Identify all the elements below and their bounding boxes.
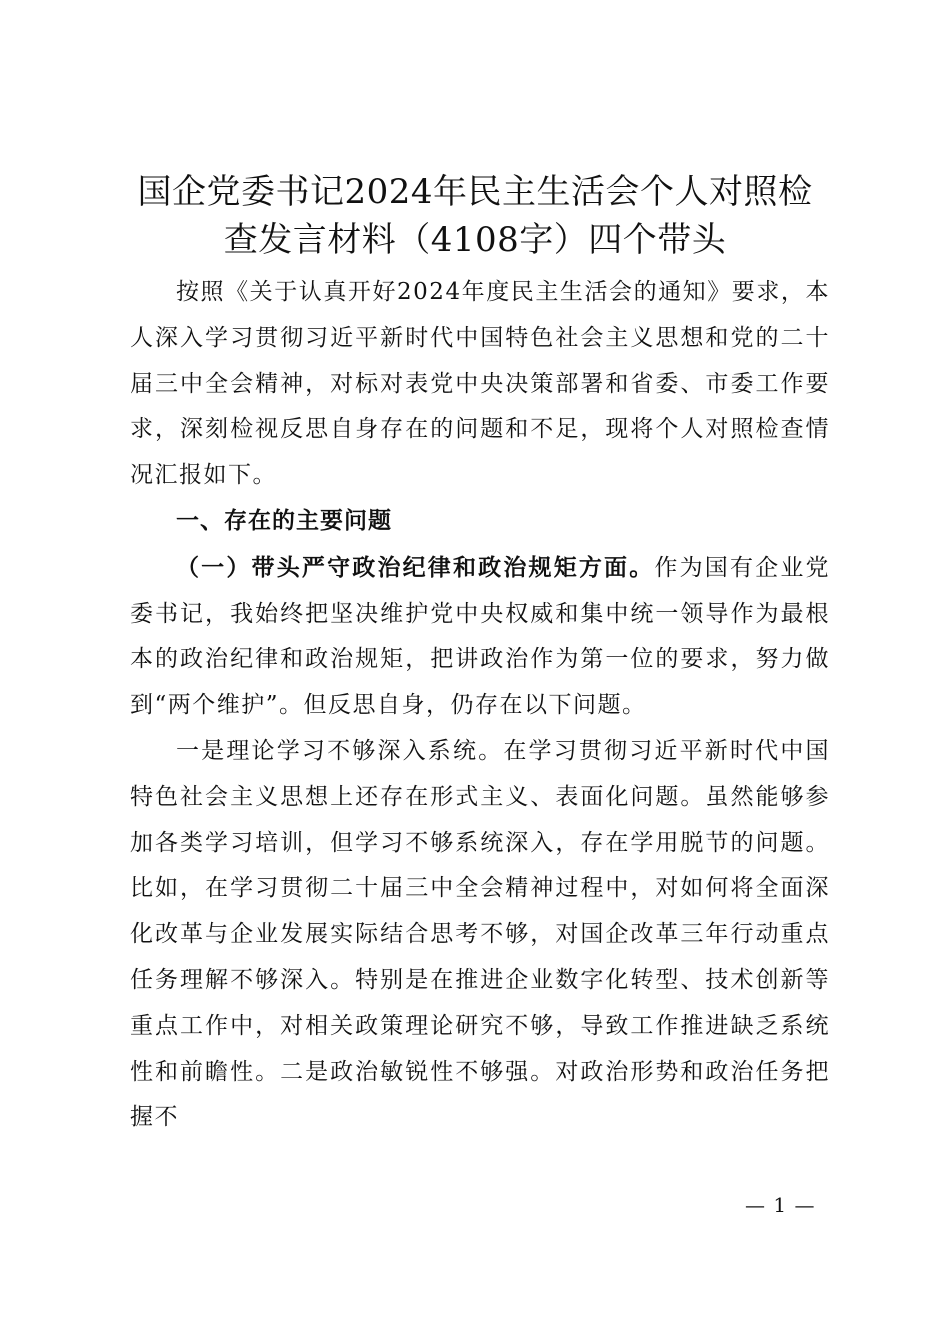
document-body: [130, 270, 830, 1141]
subsection-text: 作为国有企业党委书记，我始终把坚决维护党中央权威和集中统一领导作为最根本的政治纪律和政治规矩，把讲政治作为第一位的要求，努力做到“两个维护”。但反思自身，仍存在以下问题。: [130, 554, 831, 719]
title-line-2: 查发言材料（4108字）四个带头: [223, 220, 727, 260]
document-title: [120, 168, 830, 264]
theory-study-paragraph: 一是理论学习不够深入系统。在学习贯彻习近平新时代中国特色社会主义思想上还存在形式主义、表面化问题。虽然能够参加各类学习培训，但学习不够系统深入，存在学用脱节的问题。比如，在学习贯彻二十届三中全会精神过程中，对如何将全面深化改革与企业发展实际结合思考不够，对国企改革三年行动重点任务理解不够深入。特别是在推进企业数字化转型、技术创新等重点工作中，对相关政策理论研究不够，导致工作推进缺乏系统性和前瞻性。二是政治敏锐性不够强。对政治形势和政治任务把握不: [130, 737, 830, 1131]
page-number: — 1 —: [745, 1193, 816, 1217]
subsection-paragraph-political-discipline: [130, 545, 830, 729]
subsection-lead: （一）带头严守政治纪律和政治规矩方面。: [176, 553, 655, 581]
intro-paragraph: 按照《关于认真开好2024年度民主生活会的通知》要求，本人深入学习贯彻习近平新时代中国特色社会主义思想和党的二十届三中全会精神，对标对表党中央决策部署和省委、市委工作要求，深刻检视反思自身存在的问题和不足，现将个人对照检查情况汇报如下。: [130, 279, 830, 489]
title-line-1: 国企党委书记2024年民主生活会个人对照检: [137, 172, 813, 212]
section-heading-problems: 一、存在的主要问题: [176, 507, 392, 534]
